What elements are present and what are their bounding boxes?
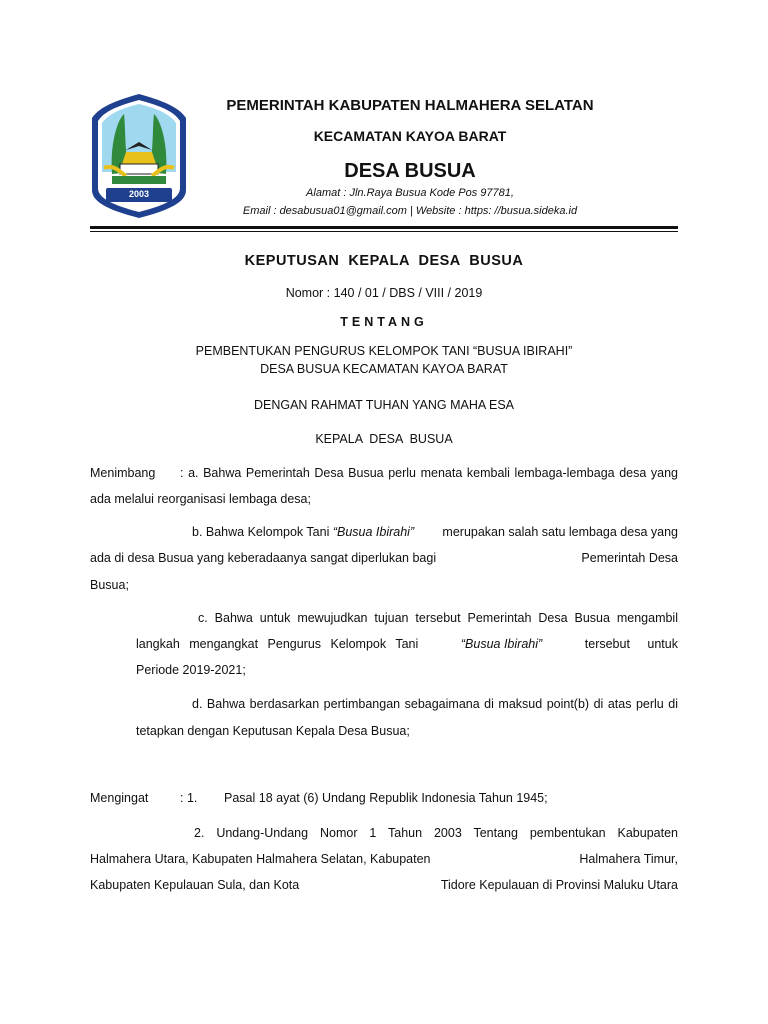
- letterhead-address: Alamat : Jln.Raya Busua Kode Pos 97781,: [306, 187, 514, 199]
- menimbang-c-line1: c. Bahwa untuk mewujudkan tujuan tersebut Pemerintah Desa Busua mengambil: [198, 611, 678, 625]
- mengingat-label: Mengingat: [90, 791, 149, 805]
- letterhead-village: DESA BUSUA: [344, 160, 476, 182]
- mengingat-item1-number: : 1.: [180, 791, 198, 805]
- menimbang-label: Menimbang: [90, 466, 156, 480]
- mengingat-item2-line1: 2. Undang-Undang Nomor 1 Tahun 2003 Tentang pembentukan Kabupaten: [194, 826, 678, 840]
- mengingat-item1: Pasal 18 ayat (6) Undang Republik Indonesia Tahun 1945;: [224, 791, 548, 805]
- letterhead-regency: PEMERINTAH KABUPATEN HALMAHERA SELATAN: [226, 97, 594, 114]
- decree-title: KEPUTUSAN KEPALA DESA BUSUA: [244, 253, 524, 269]
- logo-year: 2003: [128, 189, 150, 199]
- menimbang-b-line2-left: ada di desa Busua yang keberadaanya sangat diperlukan bagi: [90, 551, 437, 565]
- kelompok-tani-name: “Busua Ibirahi”: [332, 525, 415, 539]
- menimbang-d-line2: tetapkan dengan Keputusan Kepala Desa Busua;: [136, 724, 410, 738]
- letterhead-rule-thin: [90, 231, 678, 232]
- mengingat-item2-line3-right: Tidore Kepulauan di Provinsi Maluku Utara: [440, 878, 678, 892]
- decree-rahmat: DENGAN RAHMAT TUHAN YANG MAHA ESA: [253, 398, 514, 412]
- menimbang-c-line3: Periode 2019-2021;: [136, 663, 246, 677]
- mengingat-item2-line2-right: Halmahera Timur,: [579, 852, 678, 866]
- menimbang-a-line1: : a. Bahwa Pemerintah Desa Busua perlu menata kembali lembaga-lembaga desa yang: [180, 466, 678, 480]
- menimbang-b-line1: b. Bahwa Kelompok Tani “Busua Ibirahi” merupakan salah satu lembaga desa yang: [192, 525, 678, 539]
- decree-subject-line1: PEMBENTUKAN PENGURUS KELOMPOK TANI “BUSUA IBIRAHI”: [195, 344, 573, 358]
- decree-kepala: KEPALA DESA BUSUA: [315, 432, 453, 446]
- menimbang-a-line2: ada melalui reorganisasi lembaga desa;: [90, 492, 311, 506]
- menimbang-c-line2: langkah mengangkat Pengurus Kelompok Tani “Busua Ibirahi” tersebut untuk: [136, 637, 678, 651]
- menimbang-b-line3: Busua;: [90, 578, 129, 592]
- menimbang-d-line1: d. Bahwa berdasarkan pertimbangan sebagaimana di maksud point(b) di atas perlu di: [192, 697, 678, 711]
- menimbang-b-line2-right: Pemerintah Desa: [581, 551, 678, 565]
- decree-subject-line2: DESA BUSUA KECAMATAN KAYOA BARAT: [260, 362, 508, 376]
- decree-number: Nomor : 140 / 01 / DBS / VIII / 2019: [285, 286, 483, 300]
- kelompok-tani-name: “Busua Ibirahi”: [460, 637, 543, 651]
- letterhead-rule-thick: [90, 226, 678, 229]
- decree-tentang: TENTANG: [340, 315, 428, 329]
- letterhead-district: KECAMATAN KAYOA BARAT: [313, 128, 507, 144]
- mengingat-item2-line3-left: Kabupaten Kepulauan Sula, dan Kota: [90, 878, 300, 892]
- mengingat-item2-line2-left: Halmahera Utara, Kabupaten Halmahera Selatan, Kabupaten: [90, 852, 431, 866]
- letterhead-contact: Email : desabusua01@gmail.com | Website : https: //busua.sideka.id: [242, 205, 578, 217]
